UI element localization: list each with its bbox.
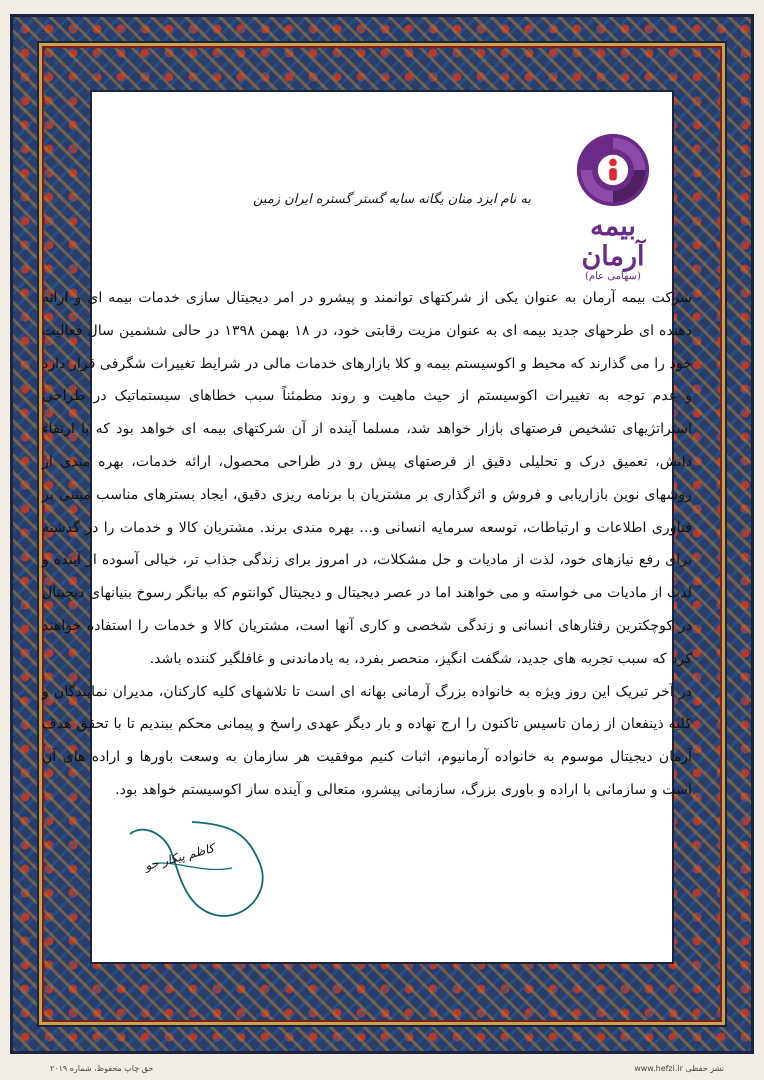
letter-paragraph-2: در آخر تبریک این روز ویژه به خانواده بزرگ آرمانی بهانه ای است تا تلاشهای کلیه کارکنان، مدیران نمایندگان و کلیه ذینفعان از زمان تاسیس تاکنون را ارج نهاده و بار دیگر عهدی راسخ و پیمانی محکم ببندیم تا با تحقق هدف آرمان دیجیتال موسوم به خانواده آرمانیوم، اثبات کنیم موفقیت هر سازمان به وسعت باورها و اراده های آن است و سازمانی با اراده و باوری بزرگ، سازمانی پیشرو، متعالی و آینده ساز اکوسیستم خواهد بود. — [42, 683, 692, 798]
logo-title: بیمه آرمان — [581, 211, 645, 272]
company-logo — [568, 132, 658, 282]
logo-subtitle: (سهامی عام) — [585, 271, 641, 283]
letter-paper — [42, 92, 692, 962]
letter-body — [42, 282, 692, 807]
signatory-name: کاظم پیکار جو — [143, 841, 216, 873]
letter-paragraph-1: شرکت بیمه آرمان به عنوان یکی از شرکتهای توانمند و پیشرو در امر دیجیتال سازی خدمات بیمه ای و ارائه دهنده ای طرحهای جدید بیمه ای به عنوان مزیت رقابتی خود، در ۱۸ بهمن ۱۳۹۸ در حالی ششمین سال فعالیت خود را می گذارند که محیط و اکوسیستم بیمه و کلا بازارهای خدمات مالی در شرایط تغییرات شگرفی قرار دارد و عدم توجه به تغییرات اکوسیستم از حیث ماهیت و روند مطمئناً سبب خطاهای سیستماتیک در طراحی استراتژیهای تشخیص فرصتهای بازار خواهد شد، مسلما آینده از آن شرکتهای بیمه ای خواهد بود که با ارتقاء دانش، تعمیق درک و تحلیلی دقیق از فرصتهای پیش رو در طراحی محصول، ارائه خدمات، بهره مندی از روشهای نوین بازاریابی و فروش و اثرگذاری بر مشتریان با برنامه ریزی دقیق، ایجاد بسترهای مناسب مبتنی بر فناوری اطلاعات و ارتباطات، توسعه سرمایه انسانی و... بهره مندی برند. مشتریان کالا و خدمات را در گذشته برای رفع نیازهای خود، لذت از مادیات و حل مشکلات، در امروز برای زندگی جذاب تر، خیالی آسوده از آینده و لذت از مادیات می خواسته و می خواهند اما در عصر دیجیتال و دیجیتال کوانتوم که بیانگر رسوخ بنیانهای دیجیتال در کوچکترین رفتارهای انسانی و زندگی شخصی و کاری آنها است، مشتریان کالا و خدمات را استفاده خواهند کرد که سبب تجربه های جدید، شگفت انگیز، منحصر بفرد، به یادماندنی و غافلگیر کننده باشد. — [42, 290, 692, 667]
invocation-heading: به نام ایزد منان یگانه سایه گستر گستره ایران زمین — [253, 192, 531, 207]
signature — [122, 804, 292, 934]
footer-copyright: حق چاپ محفوظ، شماره ۲۰۱۹ — [50, 1064, 154, 1073]
footer-publisher: www.hefzi.ir نشر حفظی — [634, 1064, 724, 1073]
arman-swirl-icon — [575, 132, 651, 208]
page-footer — [0, 1058, 764, 1080]
